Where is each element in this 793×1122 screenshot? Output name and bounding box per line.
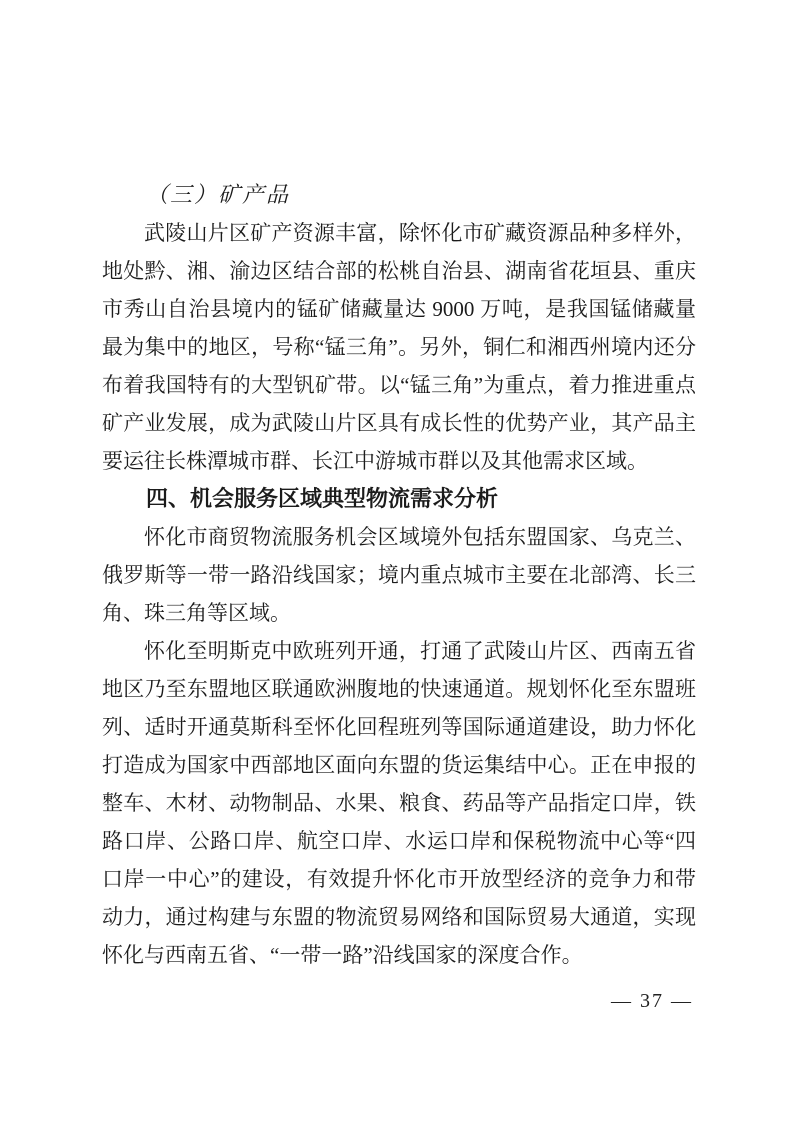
paragraph-china-europe-railway: 怀化至明斯克中欧班列开通，打通了武陵山片区、西南五省地区乃至东盟地区联通欧洲腹地的快速通道。规划怀化至东盟班列、适时开通莫斯科至怀化回程班列等国际通道建设，助力怀化打造成为国家中西部地区面向东盟的货运集结中心。正在申报的整车、木材、动物制品、水果、粮食、药品等产品指定口岸，铁路口岸、公路口岸、航空口岸、水运口岸和保税物流中心等“四口岸一中心”的建设，有效提升怀化市开放型经济的竞争力和带动力，通过构建与东盟的物流贸易网络和国际贸易大通道，实现怀化与西南五省、“一带一路”沿线国家的深度合作。 [102, 639, 696, 967]
section-heading-logistics-demand-analysis: 四、机会服务区域典型物流需求分析 [146, 486, 499, 511]
paragraph-mineral-products: 武陵山片区矿产资源丰富，除怀化市矿藏资源品种多样外，地处黔、湘、渝边区结合部的松桃自治县、湖南省花垣县、重庆市秀山自治县境内的锰矿储藏量达 9000 万吨，是我国锰储藏量最为集中的地区，号称“锰三角”。另外，铜仁和湘西州境内还分布着我国特有的大型钒矿带。以“锰三角”为重点，着力推进重点矿产业发展，成为武陵山片区具有成长性的优势产业，其产品主要运往长株潭城市群、长江中游城市群以及其他需求区域。 [102, 221, 696, 473]
paragraph-service-regions: 怀化市商贸物流服务机会区域境外包括东盟国家、乌克兰、俄罗斯等一带一路沿线国家；境内重点城市主要在北部湾、长三角、珠三角等区域。 [102, 525, 696, 625]
section-heading-mineral-products: （三）矿产品 [146, 182, 291, 207]
page-content [102, 176, 696, 974]
page-number: — 37 — [611, 990, 693, 1012]
